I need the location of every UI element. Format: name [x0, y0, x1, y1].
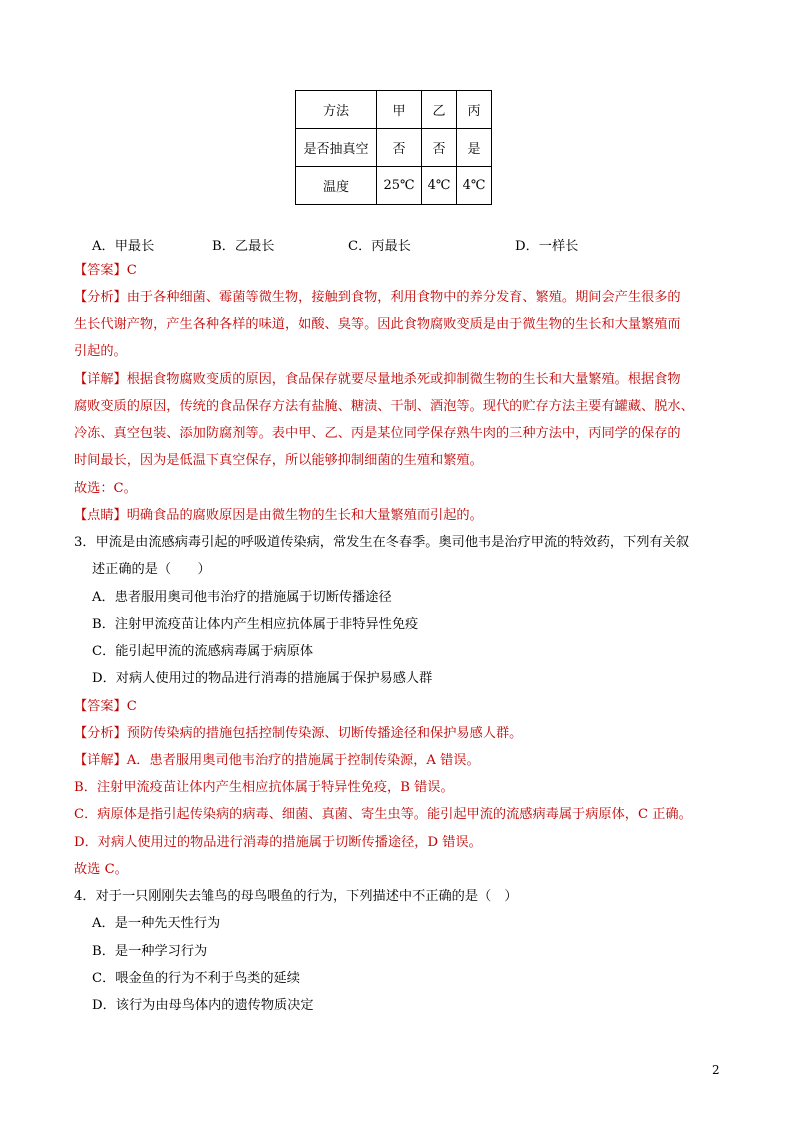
- q2-detail-line: 腐败变质的原因，传统的食品保存方法有盐腌、糖渍、干制、酒泡等。现代的贮存方法主要有罐藏、脱水、: [74, 399, 694, 414]
- q4-option-c: C．喂金鱼的行为不利于鸟类的延续: [92, 971, 300, 986]
- q2-option-d: D．一样长: [515, 239, 579, 254]
- table-cell: 25℃: [377, 167, 422, 205]
- q2-answer: 【答案】C: [74, 263, 137, 278]
- table-cell: 丙: [457, 91, 492, 129]
- q2-detail-line: 【详解】根据食物腐败变质的原因，食品保存就要尽量地杀死或抑制微生物的生长和大量繁殖。根据食物: [74, 372, 681, 387]
- q3-stem-line: 3．甲流是由流感病毒引起的呼吸道传染病，常发生在冬春季。奥司他韦是治疗甲流的特效药，下列有关叙: [74, 535, 690, 550]
- q3-analysis: 【分析】预防传染病的措施包括控制传染源、切断传播途径和保护易感人群。: [74, 726, 523, 741]
- table-cell: 4℃: [422, 167, 457, 205]
- table-row: [296, 129, 492, 167]
- q2-detail-line: 时间最长，因为是低温下真空保存，所以能够抑制细菌的生殖和繁殖。: [74, 453, 483, 468]
- q4-stem: 4．对于一只刚刚失去雏鸟的母鸟喂鱼的行为，下列描述中不正确的是（ ）: [74, 889, 518, 904]
- q2-option-c: C．丙最长: [348, 239, 411, 254]
- table-cell: 是否抽真空: [296, 129, 377, 167]
- q4-option-d: D．该行为由母鸟体内的遗传物质决定: [92, 998, 314, 1013]
- table-cell: 温度: [296, 167, 377, 205]
- q3-stem-line: 述正确的是（ ）: [92, 562, 211, 577]
- table-row: [296, 167, 492, 205]
- q3-option-c: C．能引起甲流的流感病毒属于病原体: [92, 644, 314, 659]
- q2-comment: 【点睛】明确食品的腐败原因是由微生物的生长和大量繁殖而引起的。: [74, 508, 483, 523]
- table-cell: 是: [457, 129, 492, 167]
- q2-analysis-line: 生长代谢产物，产生各种各样的味道，如酸、臭等。因此食物腐败变质是由于微生物的生长和大量繁殖而: [74, 317, 681, 332]
- q3-option-a: A．患者服用奥司他韦治疗的措施属于切断传播途径: [92, 590, 392, 605]
- q2-analysis-line: 【分析】由于各种细菌、霉菌等微生物，接触到食物，利用食物中的养分发育、繁殖。期间会产生很多的: [74, 290, 681, 305]
- table-row: [296, 91, 492, 129]
- table-cell: 否: [422, 129, 457, 167]
- q3-detail-line: B．注射甲流疫苗让体内产生相应抗体属于特异性免疫，B 错误。: [74, 780, 454, 795]
- q2-analysis-line: 引起的。: [74, 344, 127, 359]
- q3-option-b: B．注射甲流疫苗让体内产生相应抗体属于非特异性免疫: [92, 617, 419, 632]
- q3-detail-line: C．病原体是指引起传染病的病毒、细菌、真菌、寄生虫等。能引起甲流的流感病毒属于病原体，C 正确。: [74, 807, 692, 822]
- q2-option-b: B．乙最长: [212, 239, 275, 254]
- table-cell: 4℃: [457, 167, 492, 205]
- q4-option-a: A．是一种先天性行为: [92, 916, 221, 931]
- table-cell: 否: [377, 129, 422, 167]
- table-cell: 甲: [377, 91, 422, 129]
- storage-method-table: [295, 90, 492, 205]
- q4-option-b: B．是一种学习行为: [92, 944, 208, 959]
- q3-detail-line: 【详解】A．患者服用奥司他韦治疗的措施属于控制传染源，A 错误。: [74, 753, 480, 768]
- q3-answer: 【答案】C: [74, 699, 137, 714]
- q3-detail-line: D．对病人使用过的物品进行消毒的措施属于切断传播途径，D 错误。: [74, 835, 482, 850]
- q2-choice: 故选：C。: [74, 481, 137, 496]
- q3-option-d: D．对病人使用过的物品进行消毒的措施属于保护易感人群: [92, 671, 433, 686]
- q2-option-a: A．甲最长: [92, 239, 155, 254]
- table-cell: 乙: [422, 91, 457, 129]
- q3-choice: 故选 C。: [74, 862, 128, 877]
- page-number: 2: [712, 1063, 720, 1077]
- table-cell: 方法: [296, 91, 377, 129]
- q2-detail-line: 冷冻、真空包装、添加防腐剂等。表中甲、乙、丙是某位同学保存熟牛肉的三种方法中，丙同学的保存的: [74, 426, 681, 441]
